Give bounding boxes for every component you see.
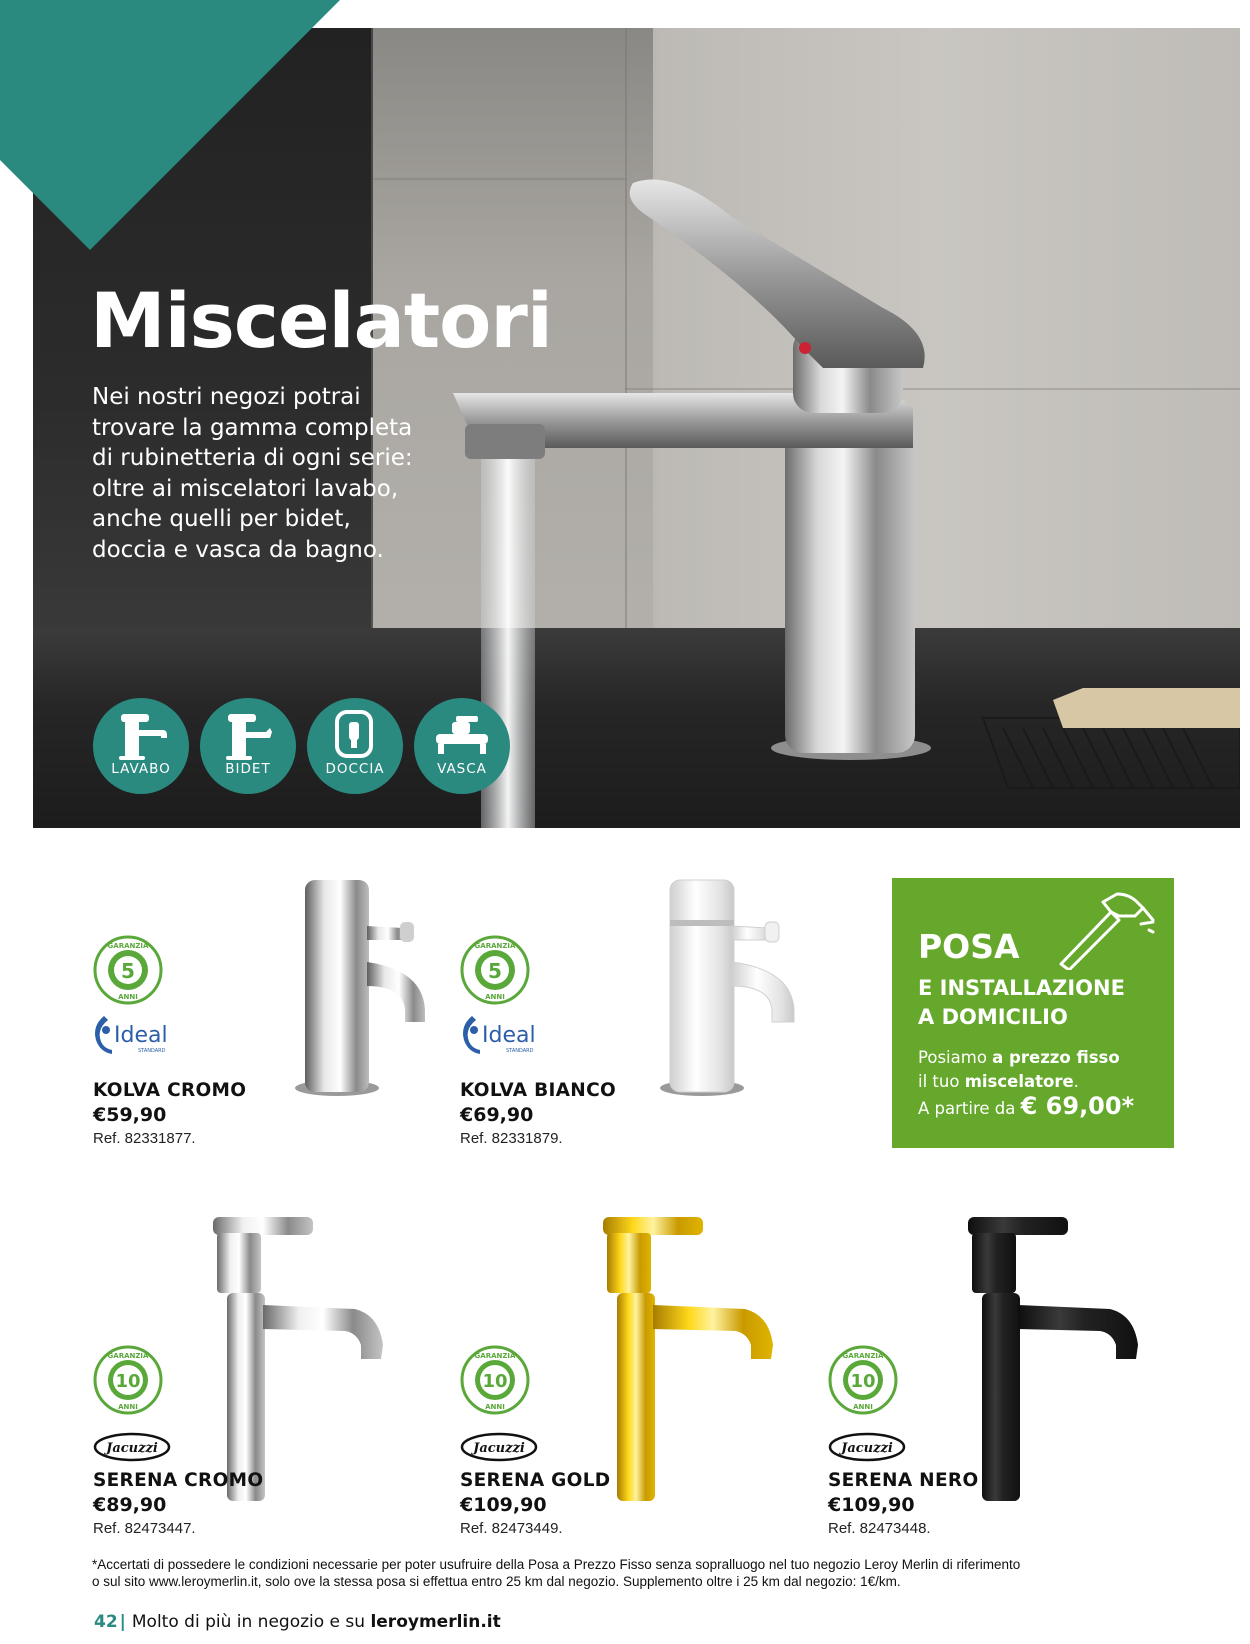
badge-top-text: GARANZIA	[842, 1352, 884, 1360]
badge-years: 10	[482, 1371, 508, 1392]
jacuzzi-logo-text: Jacuzzi	[473, 1441, 525, 1456]
guarantee-10-years-badge	[828, 1345, 898, 1415]
badge-bottom-text: ANNI	[118, 1403, 138, 1411]
ideal-logo-subtext: STANDARD	[138, 1048, 166, 1054]
product-name: KOLVA BIANCO	[460, 1080, 616, 1101]
category-label: DOCCIA	[325, 761, 385, 777]
category-label: LAVABO	[111, 761, 171, 777]
product-ref: Ref. 82473449.	[460, 1520, 563, 1537]
product-price: €59,90	[93, 1104, 167, 1126]
basin-mixer-icon	[111, 708, 171, 760]
badge-years: 10	[115, 1371, 141, 1392]
product-name: KOLVA CROMO	[93, 1080, 247, 1101]
category-lavabo	[93, 698, 189, 794]
posa-subtitle: E INSTALLAZIONE	[918, 976, 1125, 1000]
product-price: €109,90	[460, 1494, 547, 1516]
badge-top-text: GARANZIA	[474, 942, 516, 950]
badge-top-text: GARANZIA	[107, 1352, 149, 1360]
badge-bottom-text: ANNI	[485, 1403, 505, 1411]
page-number: 42	[94, 1612, 118, 1632]
jacuzzi-logo	[460, 1432, 538, 1462]
posa-text: il tuo	[918, 1072, 965, 1091]
posa-title: POSA	[918, 927, 1020, 966]
product-ref: Ref. 82331877.	[93, 1130, 196, 1147]
footer-separator: |	[119, 1612, 126, 1632]
category-label: VASCA	[437, 761, 487, 777]
posa-description	[918, 1046, 1134, 1121]
badge-top-text: GARANZIA	[474, 1352, 516, 1360]
posa-text: A partire da	[918, 1099, 1021, 1118]
bidet-mixer-icon	[218, 708, 278, 760]
posa-text: Posiamo	[918, 1048, 993, 1067]
hero-text-line: doccia e vasca da bagno.	[92, 536, 384, 563]
guarantee-5-years-badge	[460, 935, 530, 1005]
posa-subtitle: A DOMICILIO	[918, 1005, 1068, 1029]
product-price: €89,90	[93, 1494, 167, 1516]
footnote	[92, 1556, 1142, 1590]
category-doccia	[307, 698, 403, 794]
posa-text-bold: miscelatore	[964, 1072, 1074, 1091]
badge-bottom-text: ANNI	[485, 993, 505, 1001]
badge-top-text: GARANZIA	[107, 942, 149, 950]
product-price: €69,90	[460, 1104, 534, 1126]
page-title: Miscelatori	[90, 276, 552, 365]
jacuzzi-logo	[828, 1432, 906, 1462]
badge-years: 10	[850, 1371, 876, 1392]
badge-years: 5	[121, 959, 135, 983]
posa-price: € 69,00*	[1020, 1092, 1135, 1120]
product-ref: Ref. 82331879.	[460, 1130, 563, 1147]
product-name: SERENA GOLD	[460, 1470, 611, 1491]
jacuzzi-logo-text: Jacuzzi	[106, 1441, 158, 1456]
posa-installation-box	[892, 878, 1174, 1148]
ideal-logo-text: Ideal	[114, 1023, 168, 1048]
ideal-standard-logo	[90, 1010, 182, 1060]
footer-text: Molto di più in negozio e su	[131, 1612, 371, 1632]
ideal-standard-logo	[458, 1010, 550, 1060]
teal-corner-decoration	[0, 0, 340, 250]
product-ref: Ref. 82473448.	[828, 1520, 931, 1537]
bath-mixer-icon	[432, 708, 492, 760]
footnote-line: o sul sito www.leroymerlin.it, solo ove la stessa posa si effettua entro 25 km dal negozio. Supplemento oltre i 25 km dal negozio: 1€/km.	[92, 1574, 901, 1589]
guarantee-10-years-badge	[460, 1345, 530, 1415]
product-name: SERENA NERO	[828, 1470, 979, 1491]
product-name: SERENA CROMO	[93, 1470, 264, 1491]
product-image-kolva-bianco	[620, 870, 810, 1105]
footer-site-link[interactable]: leroymerlin.it	[370, 1612, 501, 1632]
hero-intro-text	[92, 382, 452, 565]
ideal-logo-text: Ideal	[482, 1023, 536, 1048]
category-label: BIDET	[225, 761, 271, 777]
product-ref: Ref. 82473447.	[93, 1520, 196, 1537]
hero-text-line: di rubinetteria di ogni serie:	[92, 445, 413, 471]
product-image-kolva-cromo	[255, 870, 435, 1105]
hero-text-line: oltre ai miscelatori lavabo,	[92, 475, 399, 502]
page-footer	[94, 1612, 501, 1632]
jacuzzi-logo	[93, 1432, 171, 1462]
badge-bottom-text: ANNI	[118, 993, 138, 1001]
badge-bottom-text: ANNI	[853, 1403, 873, 1411]
hero-text-line: anche quelli per bidet,	[92, 506, 351, 532]
product-image-serena-gold	[595, 1205, 795, 1505]
hero-text-line: trovare la gamma completa	[92, 414, 413, 441]
shower-mixer-icon	[325, 708, 385, 760]
product-image-serena-nero	[960, 1205, 1160, 1505]
hammer-icon	[1057, 890, 1157, 970]
badge-years: 5	[488, 959, 502, 983]
posa-text-bold: a prezzo fisso	[992, 1048, 1120, 1067]
product-price: €109,90	[828, 1494, 915, 1516]
posa-text: .	[1073, 1072, 1079, 1091]
product-image-serena-cromo	[205, 1205, 405, 1505]
guarantee-5-years-badge	[93, 935, 163, 1005]
jacuzzi-logo-text: Jacuzzi	[841, 1441, 893, 1456]
category-vasca	[414, 698, 510, 794]
guarantee-10-years-badge	[93, 1345, 163, 1415]
ideal-logo-subtext: STANDARD	[506, 1048, 534, 1054]
category-bidet	[200, 698, 296, 794]
hero-text-line: Nei nostri negozi potrai	[92, 384, 361, 410]
footnote-line: *Accertati di possedere le condizioni necessarie per poter usufruire della Posa a Prezzo Fisso senza sopralluogo nel tuo negozio Leroy Merlin di riferimento	[92, 1557, 1021, 1572]
